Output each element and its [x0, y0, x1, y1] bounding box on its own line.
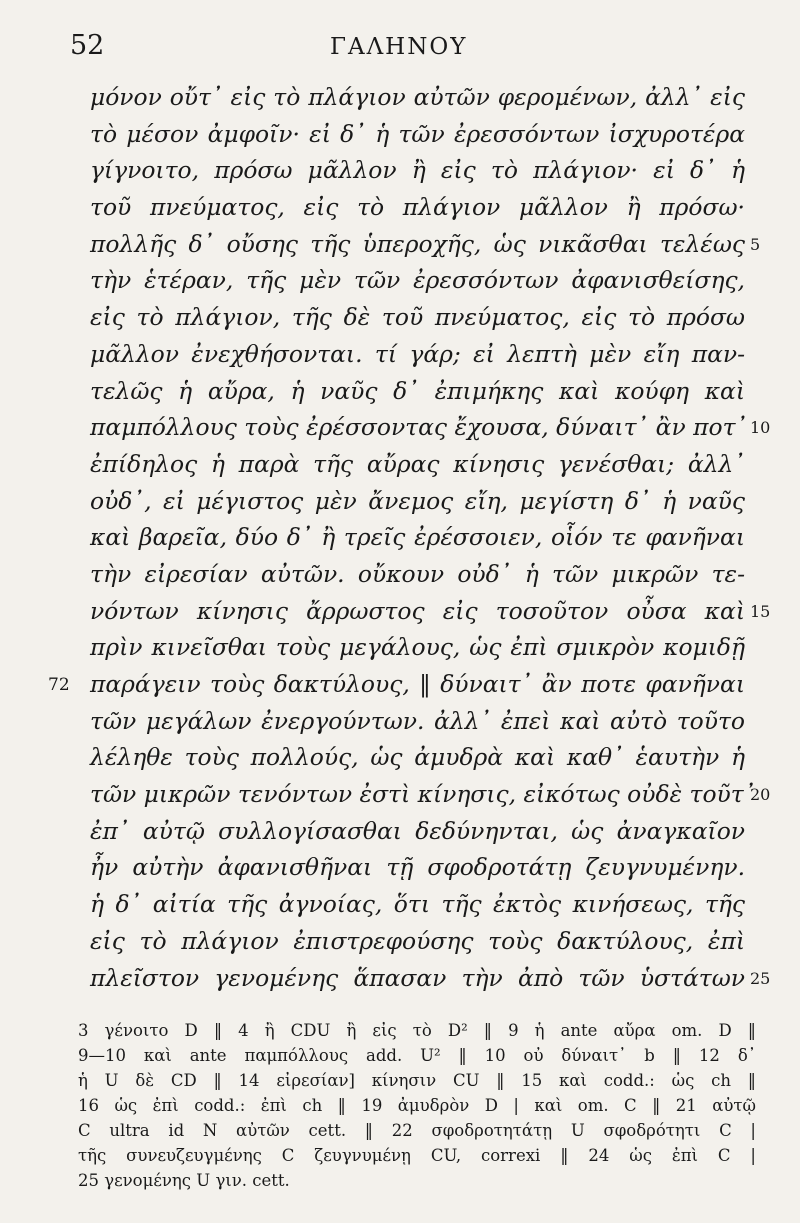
apparatus-line	[0, 1043, 800, 1068]
text-line	[0, 152, 800, 189]
apparatus-text: 9—10 καὶ ante παμπόλλους add. U² ‖ 10 οὐ δύναιτ᾽ b ‖ 12 δ᾽	[78, 1046, 756, 1065]
line-text: ἐπίδηλος ἡ παρὰ τῆς αὔρας κίνησις γενέσθαι; ἀλλ᾽	[90, 449, 745, 478]
margin-page-reference: 72	[48, 675, 70, 695]
text-line	[0, 960, 800, 997]
text-line	[0, 923, 800, 960]
critical-apparatus	[0, 1018, 800, 1193]
text-line	[0, 629, 800, 666]
line-text: καὶ βαρεῖα, δύο δ᾽ ἢ τρεῖς ἐρέσσοιεν, οἷόν τε φανῆναι	[90, 523, 745, 552]
line-text: οὐδ᾽, εἰ μέγιστος μὲν ἄνεμος εἴη, μεγίστη δ᾽ ἡ ναῦς	[90, 486, 745, 515]
text-line	[0, 446, 800, 483]
line-text: πλεῖστον γενομένης ἅπασαν τὴν ἀπὸ τῶν ὑστάτων	[90, 963, 745, 992]
page-number: 52	[70, 30, 105, 61]
text-line	[0, 519, 800, 556]
text-line	[0, 556, 800, 593]
line-number: 20	[750, 785, 771, 805]
apparatus-text: 16 ὡς ἐπὶ codd.: ἐπὶ ch ‖ 19 ἀμυδρὸν D | καὶ om. C ‖ 21 αὐτῷ	[78, 1096, 756, 1115]
line-number: 25	[750, 968, 771, 988]
line-text: τελῶς ἡ αὔρα, ἡ ναῦς δ᾽ ἐπιμήκης καὶ κούφη καὶ	[90, 376, 745, 405]
line-text: λέληθε τοὺς πολλούς, ὡς ἀμυδρὰ καὶ καθ᾽ ἑαυτὴν ἡ	[90, 743, 745, 772]
line-text: τοῦ πνεύματος, εἰς τὸ πλάγιον μᾶλλον ἢ πρόσω·	[90, 193, 745, 222]
text-line	[0, 336, 800, 373]
text-line	[0, 483, 800, 520]
apparatus-text: τῆς συνευζευγμένης C ζευγνυμένῃ CU, correxi ‖ 24 ὡς ἐπὶ C |	[78, 1146, 756, 1165]
line-text: πολλῆς δ᾽ οὔσης τῆς ὑπεροχῆς, ὡς νικᾶσθαι τελέως	[90, 229, 745, 258]
text-line	[0, 666, 800, 703]
text-line	[0, 886, 800, 923]
apparatus-text: 3 γένοιτο D ‖ 4 ἢ CDU ἢ εἰς τὸ D² ‖ 9 ἡ ante αὔρα om. D ‖	[78, 1021, 756, 1040]
running-title: ΓΑΛΗΝΟΥ	[330, 34, 468, 60]
line-text: μόνον οὔτ᾽ εἰς τὸ πλάγιον αὐτῶν φερομένων, ἀλλ᾽ εἰς	[90, 83, 745, 111]
text-line	[0, 409, 800, 446]
text-line	[0, 116, 800, 153]
apparatus-line	[0, 1018, 800, 1043]
line-text: μᾶλλον ἐνεχθήσονται. τί γάρ; εἰ λεπτὴ μὲν εἴη παν-	[90, 339, 745, 368]
line-text: εἰς τὸ πλάγιον ἐπιστρεφούσης τοὺς δακτύλους, ἐπὶ	[90, 926, 745, 955]
line-number: 10	[750, 418, 771, 438]
apparatus-text: C ultra id N αὐτῶν cett. ‖ 22 σφοδροτητάτῃ U σφοδρότητι C |	[78, 1121, 756, 1140]
text-line	[0, 373, 800, 410]
page-header	[0, 30, 800, 70]
apparatus-line	[0, 1168, 800, 1193]
apparatus-line	[0, 1093, 800, 1118]
text-line	[0, 813, 800, 850]
apparatus-line	[0, 1118, 800, 1143]
line-text: τὴν εἰρεσίαν αὐτῶν. οὔκουν οὐδ᾽ ἡ τῶν μικρῶν τε-	[90, 559, 745, 588]
main-text	[0, 79, 800, 996]
apparatus-line	[0, 1143, 800, 1168]
text-line	[0, 189, 800, 226]
text-line	[0, 776, 800, 813]
text-line	[0, 79, 800, 116]
line-text: πρὶν κινεῖσθαι τοὺς μεγάλους, ὡς ἐπὶ σμικρὸν κομιδῇ	[90, 633, 745, 662]
line-number: 15	[750, 601, 771, 621]
apparatus-line	[0, 1068, 800, 1093]
text-line	[0, 703, 800, 740]
text-line	[0, 739, 800, 776]
line-text: ἡ δ᾽ αἰτία τῆς ἀγνοίας, ὅτι τῆς ἐκτὸς κινήσεως, τῆς	[90, 890, 745, 919]
text-line	[0, 299, 800, 336]
text-line	[0, 226, 800, 263]
line-text: γίγνοιτο, πρόσω μᾶλλον ἢ εἰς τὸ πλάγιον· εἰ δ᾽ ἡ	[90, 156, 745, 185]
line-text: τῶν μεγάλων ἐνεργούντων. ἀλλ᾽ ἐπεὶ καὶ αὐτὸ τοῦτο	[90, 706, 745, 735]
line-text: παράγειν τοὺς δακτύλους, ‖ δύναιτ᾽ ἂν ποτε φανῆναι	[90, 670, 745, 698]
line-text: τὸ μέσον ἀμφοῖν· εἰ δ᾽ ἡ τῶν ἐρεσσόντων ἰσχυροτέρα	[90, 119, 745, 148]
line-text: παμπόλλους τοὺς ἐρέσσοντας ἔχουσα, δύναιτ᾽ ἂν ποτ᾽	[90, 413, 748, 442]
apparatus-text: ἡ U δὲ CD ‖ 14 εἰρεσίαν] κίνησιν CU ‖ 15 καὶ codd.: ὡς ch ‖	[78, 1071, 756, 1090]
line-text: ἐπ᾽ αὐτῷ συλλογίσασθαι δεδύνηνται, ὡς ἀναγκαῖον	[90, 816, 745, 845]
line-text: νόντων κίνησις ἄρρωστος εἰς τοσοῦτον οὖσα καὶ	[90, 596, 745, 625]
line-number: 5	[750, 234, 761, 254]
line-text: τὴν ἑτέραν, τῆς μὲν τῶν ἐρεσσόντων ἀφανισθείσης,	[90, 266, 745, 295]
line-text: τῶν μικρῶν τενόντων ἐστὶ κίνησις, εἰκότως οὐδὲ τοῦτ᾽	[90, 780, 756, 809]
text-line	[0, 593, 800, 630]
text-line	[0, 849, 800, 886]
line-text: ἦν αὐτὴν ἀφανισθῆναι τῇ σφοδροτάτῃ ζευγνυμένην.	[90, 853, 745, 882]
apparatus-text: 25 γενομένης U γιν. cett.	[78, 1171, 290, 1190]
line-text: εἰς τὸ πλάγιον, τῆς δὲ τοῦ πνεύματος, εἰς τὸ πρόσω	[90, 303, 745, 332]
text-line	[0, 262, 800, 299]
